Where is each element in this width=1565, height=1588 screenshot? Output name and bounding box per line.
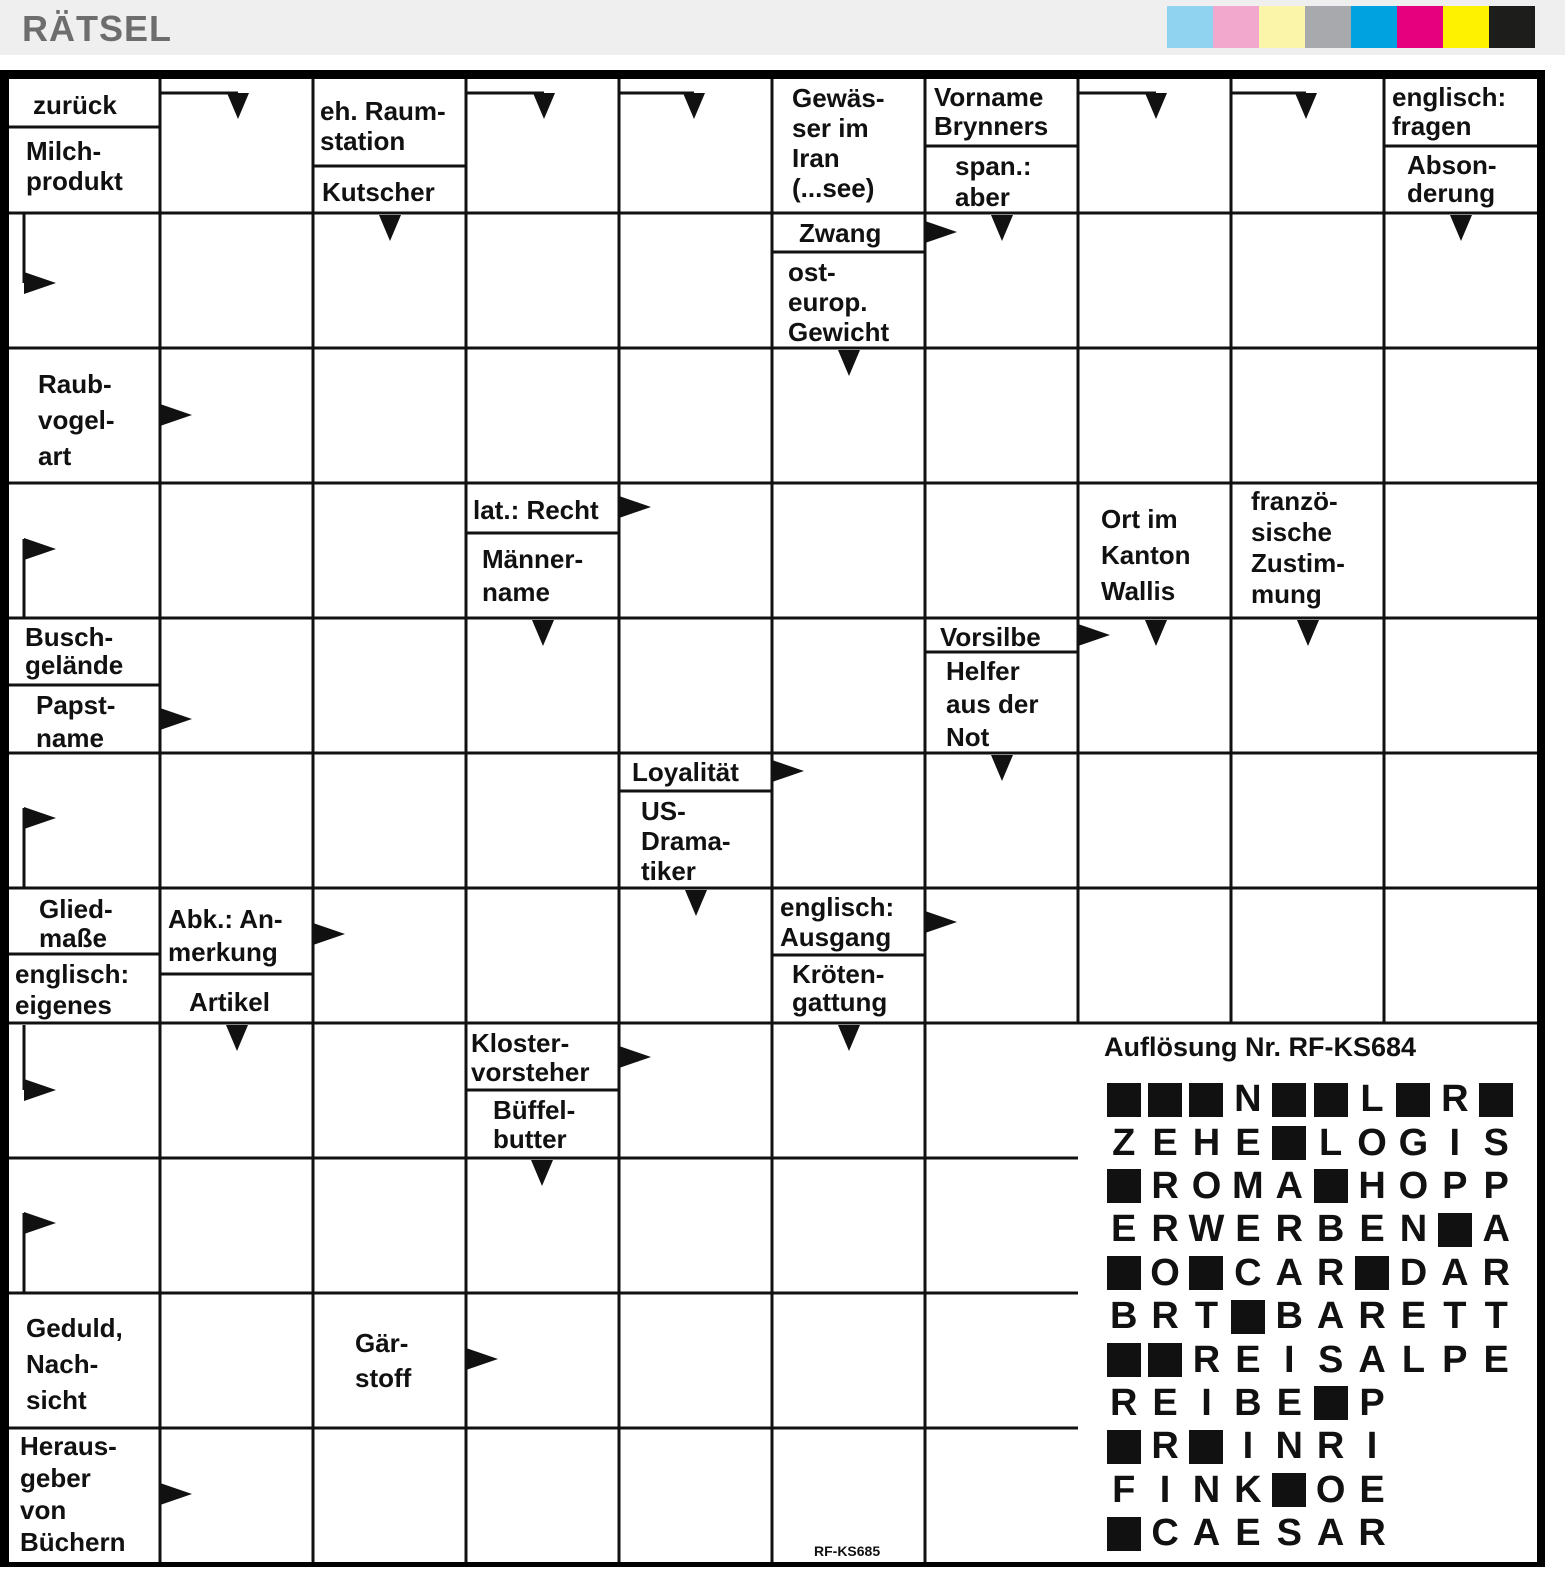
solution-block <box>1227 1295 1268 1338</box>
arrow-right-icon <box>313 923 345 945</box>
solution-block <box>1103 1425 1144 1468</box>
arrow-down-icon <box>838 1025 860 1051</box>
solution-block <box>1186 1078 1227 1121</box>
clue-ort-wallis: Ort im Kanton Wallis <box>1101 504 1191 606</box>
solution-letter: A <box>1275 1251 1303 1294</box>
solution-letter: S <box>1483 1121 1509 1164</box>
clue-loyalitaet: Loyalität <box>632 757 739 787</box>
clue-artikel: Artikel <box>189 987 270 1017</box>
arrow-right-icon <box>24 807 56 829</box>
solution-letter: I <box>1283 1338 1295 1381</box>
arrow-right-icon <box>466 1348 498 1370</box>
arrow-right-icon <box>1078 624 1110 646</box>
clue-gewaesser: Gewäs- ser im Iran (...see) <box>792 83 885 203</box>
solution-letter: D <box>1399 1251 1428 1294</box>
solution-letter: N <box>1234 1078 1262 1121</box>
arrow-down-icon <box>227 93 249 119</box>
solution-letter: C <box>1234 1251 1262 1294</box>
clue-vorname-brynner: Vorname Brynners <box>934 82 1049 141</box>
solution-letter: R <box>1151 1425 1179 1468</box>
arrow-down-icon <box>1450 215 1472 241</box>
solution-letter: R <box>1482 1251 1510 1294</box>
solution-row <box>1103 1078 1517 1121</box>
solution-letter: R <box>1151 1208 1179 1251</box>
arrow-down-icon <box>532 620 554 646</box>
solution-letter: A <box>1316 1295 1345 1338</box>
solution-letter: R <box>1358 1512 1386 1555</box>
clue-zurueck: zurück <box>33 90 117 120</box>
clue-raumstation: eh. Raum- station <box>320 96 446 156</box>
solution-letter: E <box>1483 1338 1509 1381</box>
clue-papstname: Papst- name <box>36 690 116 753</box>
solution-letter: R <box>1441 1078 1469 1121</box>
solution-letter: O <box>1150 1251 1180 1294</box>
clue-kutscher: Kutscher <box>322 177 435 207</box>
clue-herausgeber: Heraus- geber von Büchern <box>20 1431 126 1557</box>
clue-englisch-eigenes: englisch: eigenes <box>15 959 130 1020</box>
solution-letter: P <box>1483 1164 1509 1207</box>
solution-block <box>1103 1165 1144 1208</box>
solution-letter: E <box>1400 1295 1427 1338</box>
solution-letter: S <box>1276 1512 1302 1555</box>
arrow-right-icon <box>160 708 192 730</box>
solution-block <box>1310 1165 1351 1208</box>
solution-letter: P <box>1359 1381 1385 1424</box>
solution-letter: T <box>1443 1295 1467 1338</box>
solution-row <box>1103 1295 1517 1338</box>
solution-letter: C <box>1151 1512 1179 1555</box>
clue-gaerstoff: Gär- stoff <box>355 1328 412 1393</box>
solution-letter: Z <box>1112 1121 1136 1164</box>
solution-block <box>1434 1208 1475 1251</box>
clue-anmerkung: Abk.: An- merkung <box>168 904 283 967</box>
solution-letter: B <box>1316 1208 1345 1251</box>
solution-letter: I <box>1366 1425 1378 1468</box>
arrow-down-icon <box>991 755 1013 781</box>
solution-letter: R <box>1316 1425 1345 1468</box>
solution-block <box>1103 1252 1144 1295</box>
solution-title: Auflösung Nr. RF-KS684 <box>1104 1032 1417 1062</box>
solution-letter: E <box>1152 1121 1178 1164</box>
arrow-right-icon <box>925 221 957 243</box>
clue-gewicht: ost- europ. Gewicht <box>788 257 890 347</box>
arrow-right-icon <box>24 1212 56 1234</box>
solution-letter: L <box>1401 1338 1426 1381</box>
arrow-down-icon <box>1295 93 1317 119</box>
clue-geduld: Geduld, Nach- sicht <box>26 1313 123 1415</box>
solution-grid <box>1103 1078 1517 1555</box>
solution-row <box>1103 1512 1517 1555</box>
arrow-down-icon <box>1145 620 1167 646</box>
solution-letter: R <box>1151 1164 1179 1207</box>
arrow-right-icon <box>160 404 192 426</box>
solution-letter: E <box>1359 1208 1385 1251</box>
solution-letter: I <box>1449 1121 1461 1164</box>
solution-letter: R <box>1316 1251 1345 1294</box>
solution-row <box>1103 1165 1517 1208</box>
arrow-down-icon <box>991 215 1013 241</box>
arrow-down-icon <box>1145 93 1167 119</box>
solution-letter: E <box>1235 1338 1261 1381</box>
arrow-right-icon <box>24 1079 56 1101</box>
arrow-down-icon <box>1297 620 1319 646</box>
clue-gliedmasse: Glied- maße <box>39 894 113 953</box>
clue-englisch-ausgang: englisch: Ausgang <box>780 892 895 952</box>
solution-letter: G <box>1398 1121 1429 1164</box>
clue-helfer: Helfer aus der Not <box>946 656 1039 752</box>
clue-zwang: Zwang <box>799 218 882 248</box>
arrow-down-icon <box>531 1160 553 1186</box>
solution-letter: A <box>1275 1164 1303 1207</box>
clue-raubvogelart: Raub- vogel- art <box>38 369 115 471</box>
solution-letter: S <box>1317 1338 1344 1381</box>
clue-buschgelaende: Busch- gelände <box>25 622 124 680</box>
solution-row <box>1103 1469 1517 1512</box>
solution-letter: E <box>1359 1468 1385 1511</box>
solution-letter: L <box>1360 1078 1384 1121</box>
arrow-right-icon <box>24 272 56 294</box>
clue-lat-recht: lat.: Recht <box>473 495 599 525</box>
solution-letter: P <box>1442 1338 1468 1381</box>
solution-block <box>1351 1252 1392 1295</box>
solution-letter: H <box>1358 1164 1386 1207</box>
solution-letter: A <box>1358 1338 1386 1381</box>
solution-letter: E <box>1235 1121 1261 1164</box>
solution-letter: K <box>1234 1468 1262 1511</box>
arrow-right-icon <box>772 760 804 782</box>
solution-block <box>1310 1382 1351 1425</box>
clue-franz-zustimmung: franzö- sische Zustim- mung <box>1251 486 1345 609</box>
solution-block <box>1476 1078 1517 1121</box>
solution-letter: R <box>1358 1295 1386 1338</box>
solution-block <box>1310 1078 1351 1121</box>
solution-row <box>1103 1208 1517 1251</box>
solution-letter: R <box>1109 1381 1138 1424</box>
solution-block <box>1269 1078 1310 1121</box>
arrow-down-icon <box>226 1025 248 1051</box>
solution-letter: O <box>1398 1164 1429 1207</box>
solution-letter: A <box>1192 1512 1221 1555</box>
solution-letter: F <box>1112 1468 1136 1511</box>
solution-letter: E <box>1111 1208 1137 1251</box>
arrow-right-icon <box>24 538 56 560</box>
clue-kroetengattung: Kröten- gattung <box>792 959 888 1017</box>
solution-letter: A <box>1441 1251 1469 1294</box>
solution-letter: E <box>1152 1381 1178 1424</box>
solution-row <box>1103 1425 1517 1468</box>
solution-letter: I <box>1159 1468 1171 1511</box>
clue-absonderung: Abson- derung <box>1407 150 1497 208</box>
arrow-down-icon <box>379 215 401 241</box>
clue-us-dramatiker: US- Drama- tiker <box>641 796 731 886</box>
solution-block <box>1393 1078 1434 1121</box>
puzzle-code: RF-KS685 <box>814 1543 881 1559</box>
solution-letter: W <box>1188 1208 1225 1251</box>
solution-block <box>1269 1469 1310 1512</box>
solution-letter: E <box>1235 1208 1261 1251</box>
clue-milchprodukt: Milch- produkt <box>26 136 123 196</box>
solution-letter: P <box>1442 1164 1468 1207</box>
solution-row <box>1103 1252 1517 1295</box>
solution-letter: I <box>1242 1425 1254 1468</box>
solution-letter: B <box>1234 1381 1262 1424</box>
solution-letter: R <box>1192 1338 1221 1381</box>
solution-letter: N <box>1192 1468 1221 1511</box>
arrow-right-icon <box>619 1046 651 1068</box>
arrow-down-icon <box>838 350 860 376</box>
solution-letter: A <box>1316 1512 1345 1555</box>
solution-letter: H <box>1192 1121 1221 1164</box>
solution-letter: T <box>1484 1295 1508 1338</box>
arrow-right-icon <box>925 911 957 933</box>
page-title: RÄTSEL <box>22 8 172 49</box>
solution-letter: O <box>1191 1164 1222 1207</box>
solution-block <box>1144 1078 1185 1121</box>
solution-block <box>1186 1425 1227 1468</box>
solution-letter: N <box>1275 1425 1303 1468</box>
solution-letter: L <box>1319 1121 1343 1164</box>
solution-row <box>1103 1382 1517 1425</box>
clue-vorsilbe: Vorsilbe <box>940 622 1041 652</box>
solution-letter: B <box>1109 1295 1138 1338</box>
solution-letter: M <box>1232 1164 1264 1207</box>
clue-klostervorsteher: Kloster- vorsteher <box>471 1028 590 1087</box>
clue-maennername: Männer- name <box>482 544 584 607</box>
solution-letter: R <box>1275 1208 1303 1251</box>
arrow-right-icon <box>619 496 651 518</box>
solution-block <box>1103 1078 1144 1121</box>
solution-letter: E <box>1235 1512 1261 1555</box>
solution-letter: I <box>1201 1381 1212 1424</box>
solution-letter: R <box>1151 1295 1179 1338</box>
arrow-down-icon <box>533 93 555 119</box>
clue-englisch-fragen: englisch: fragen <box>1392 82 1507 141</box>
solution-letter: A <box>1482 1208 1510 1251</box>
arrow-right-icon <box>160 1483 192 1505</box>
solution-letter: T <box>1194 1295 1219 1338</box>
solution-block <box>1186 1252 1227 1295</box>
solution-letter: B <box>1275 1295 1303 1338</box>
arrow-down-icon <box>685 890 707 916</box>
arrow-down-icon <box>683 93 705 119</box>
solution-block <box>1144 1338 1185 1381</box>
clue-bueffelbutter: Büffel- butter <box>493 1095 576 1154</box>
solution-row <box>1103 1121 1517 1164</box>
solution-letter: N <box>1399 1208 1428 1251</box>
solution-row <box>1103 1338 1517 1381</box>
solution-letter: E <box>1276 1381 1302 1424</box>
solution-block <box>1103 1338 1144 1381</box>
solution-letter: O <box>1315 1468 1346 1511</box>
solution-block <box>1269 1121 1310 1164</box>
clue-span-aber: span.: aber <box>955 151 1032 212</box>
solution-block <box>1103 1512 1144 1555</box>
solution-letter: O <box>1357 1121 1387 1164</box>
